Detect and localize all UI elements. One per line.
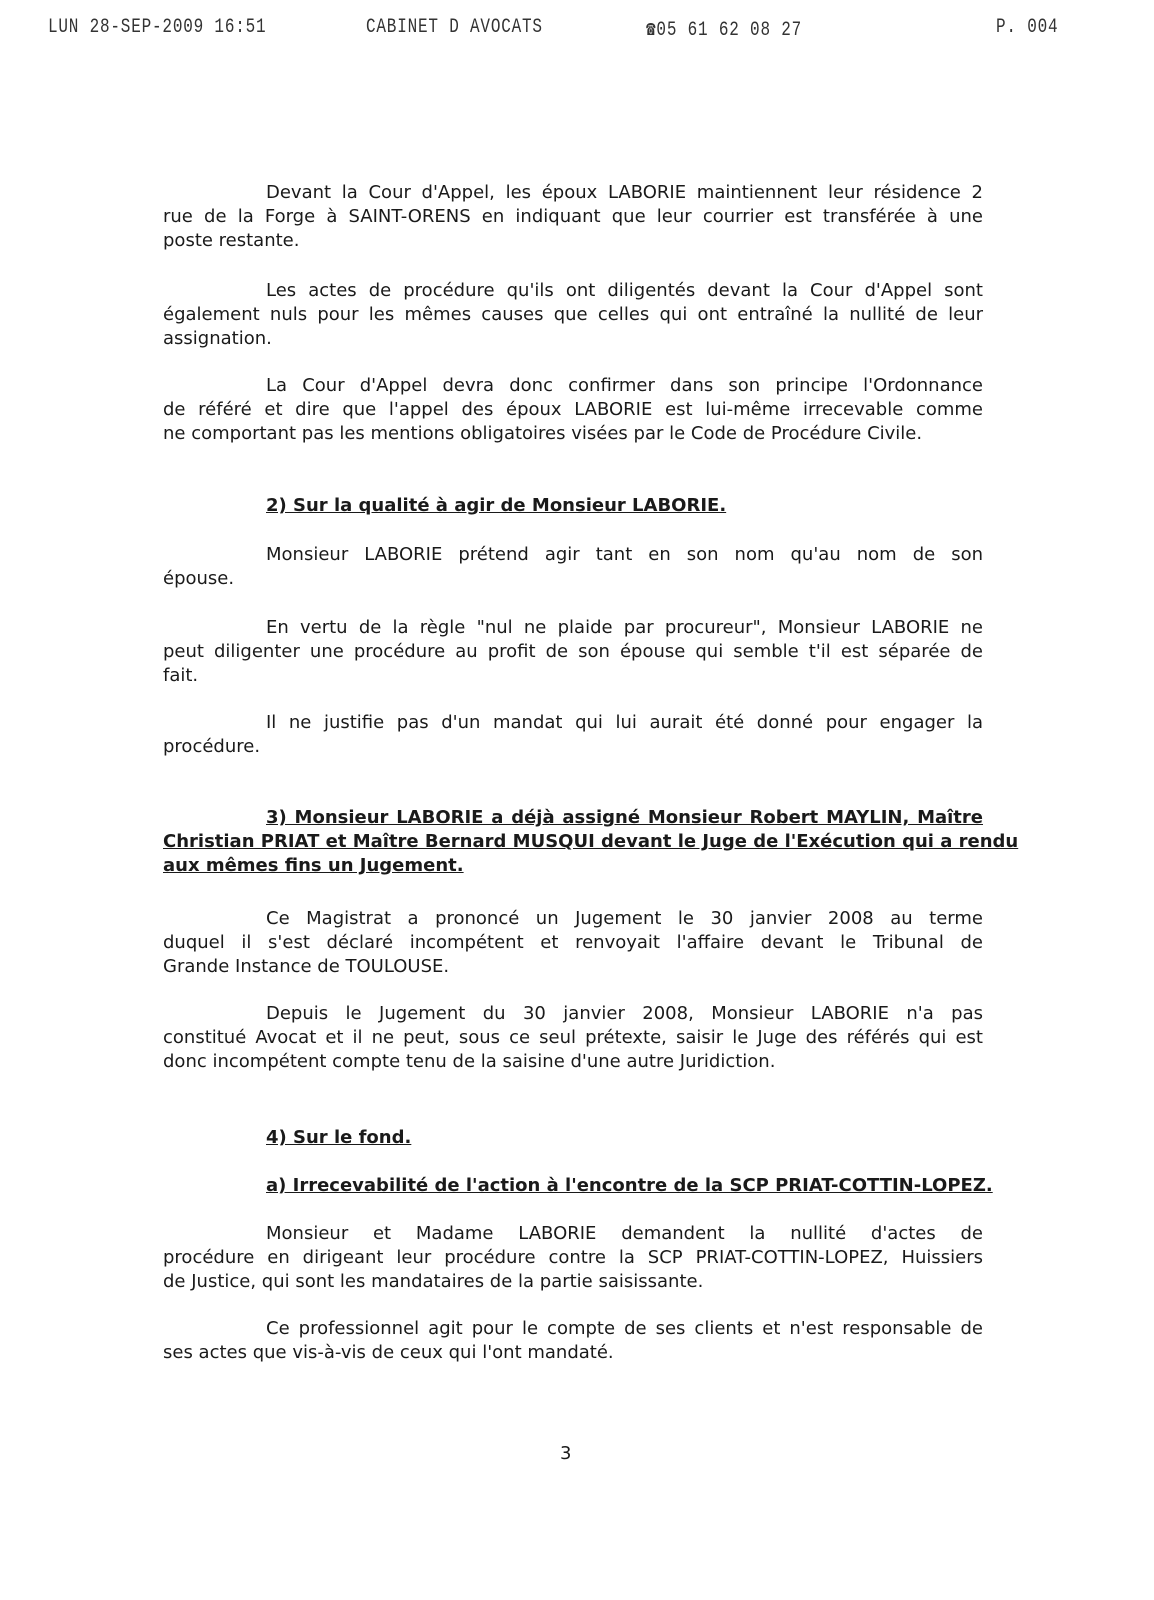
paragraph — [163, 711, 983, 759]
paragraph — [163, 1002, 983, 1074]
text-line: a) Irrecevabilité de l'action à l'encontre de la SCP PRIAT-COTTIN-LOPEZ. — [266, 1175, 993, 1196]
text-line: Les actes de procédure qu'ils ont diligentés devant la Cour d'Appel sont — [266, 280, 983, 301]
text-line: Ce Magistrat a prononcé un Jugement le 30 janvier 2008 au terme — [266, 908, 983, 929]
paragraph — [163, 616, 983, 688]
text-line: aux mêmes fins un Jugement. — [163, 855, 464, 876]
text-line: procédure. — [163, 736, 261, 757]
text-line: épouse. — [163, 568, 235, 589]
text-line: Grande Instance de TOULOUSE. — [163, 956, 450, 977]
text-line: 2) Sur la qualité à agir de Monsieur LABORIE. — [266, 495, 727, 516]
text-line: procédure en dirigeant leur procédure contre la SCP PRIAT-COTTIN-LOPEZ, Huissiers — [163, 1247, 983, 1268]
text-line: fait. — [163, 665, 199, 686]
section-heading — [163, 494, 983, 518]
text-line: La Cour d'Appel devra donc confirmer dans son principe l'Ordonnance — [266, 375, 983, 396]
text-line: constitué Avocat et il ne peut, sous ce seul prétexte, saisir le Juge des référés qui est — [163, 1027, 983, 1048]
text-line: ses actes que vis-à-vis de ceux qui l'ont mandaté. — [163, 1342, 614, 1363]
paragraph — [163, 181, 983, 253]
text-line: peut diligenter une procédure au profit de son épouse qui semble t'il est séparée de — [163, 641, 983, 662]
text-line: 4) Sur le fond. — [266, 1127, 412, 1148]
section-heading — [163, 806, 1019, 878]
paragraph — [163, 907, 983, 979]
text-line: donc incompétent compte tenu de la saisine d'une autre Juridiction. — [163, 1051, 776, 1072]
text-line: Monsieur LABORIE prétend agir tant en son nom qu'au nom de son — [266, 544, 983, 565]
text-line: rue de la Forge à SAINT-ORENS en indiquant que leur courrier est transférée à une — [163, 206, 983, 227]
text-line: Christian PRIAT et Maître Bernard MUSQUI devant le Juge de l'Exécution qui a rendu — [163, 831, 1019, 852]
text-line: Depuis le Jugement du 30 janvier 2008, Monsieur LABORIE n'a pas — [266, 1003, 983, 1024]
text-line: 3) Monsieur LABORIE a déjà assigné Monsieur Robert MAYLIN, Maître — [266, 807, 983, 828]
text-line: Monsieur et Madame LABORIE demandent la nullité d'actes de — [266, 1223, 983, 1244]
text-line: poste restante. — [163, 230, 300, 251]
fax-sender: CABINET D AVOCATS — [366, 16, 543, 39]
paragraph — [163, 1222, 983, 1294]
text-line: duquel il s'est déclaré incompétent et renvoyait l'affaire devant le Tribunal de — [163, 932, 983, 953]
text-line: de référé et dire que l'appel des époux LABORIE est lui-même irrecevable comme — [163, 399, 983, 420]
text-line: Devant la Cour d'Appel, les époux LABORIE maintiennent leur résidence 2 — [266, 182, 983, 203]
text-line: également nuls pour les mêmes causes que celles qui ont entraîné la nullité de leur — [163, 304, 983, 325]
page-number: 3 — [560, 1443, 572, 1464]
text-line: ne comportant pas les mentions obligatoires visées par le Code de Procédure Civile. — [163, 423, 923, 444]
text-line: En vertu de la règle "nul ne plaide par procureur", Monsieur LABORIE ne — [266, 617, 983, 638]
paragraph — [163, 374, 983, 446]
section-heading — [163, 1174, 993, 1198]
fax-date: LUN 28-SEP-2009 16:51 — [48, 16, 267, 39]
text-line: assignation. — [163, 328, 272, 349]
text-line: Ce professionnel agit pour le compte de ses clients et n'est responsable de — [266, 1318, 983, 1339]
fax-page: P. 004 — [996, 16, 1059, 39]
paragraph — [163, 1317, 983, 1365]
paragraph — [163, 543, 983, 591]
text-line: Il ne justifie pas d'un mandat qui lui aurait été donné pour engager la — [266, 712, 983, 733]
section-heading — [163, 1126, 983, 1150]
paragraph — [163, 279, 983, 351]
text-line: de Justice, qui sont les mandataires de la partie saisissante. — [163, 1271, 704, 1292]
fax-phone: ☎05 61 62 08 27 — [646, 19, 803, 42]
